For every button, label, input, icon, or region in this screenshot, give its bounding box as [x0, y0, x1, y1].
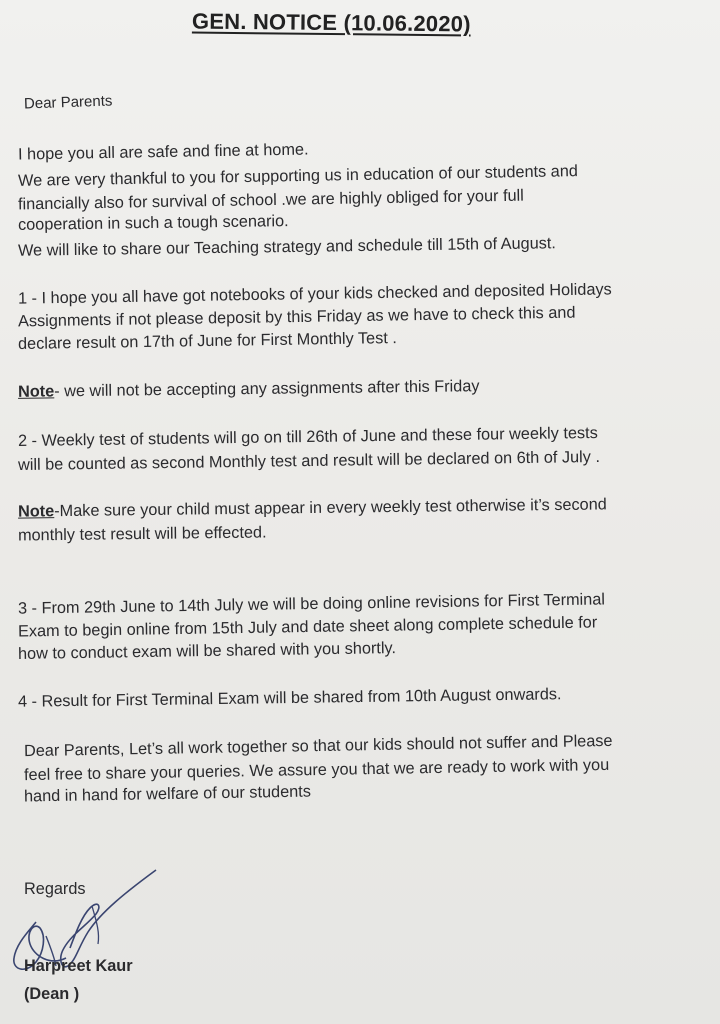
item-1-line: Assignments if not please deposit by this Friday as we have to check this and	[17, 303, 576, 331]
intro-line: financially also for survival of school .we are highly obliged for your full	[17, 186, 524, 214]
note-2	[18, 495, 607, 521]
note-2-line: monthly test result will be effected.	[17, 523, 267, 545]
item-1-line: 1 - I hope you all have got notebooks of your kids checked and deposited Holidays	[17, 280, 612, 308]
item-3-line: 3 - From 29th June to 14th July we will be doing online revisions for First Terminal	[17, 590, 606, 618]
note-text: -Make sure your child must appear in every weekly test otherwise it’s second	[54, 495, 607, 521]
intro-line: I hope you all are safe and fine at home.	[17, 140, 309, 164]
intro-line: We will like to share our Teaching strategy and schedule till 15th of August.	[17, 234, 556, 260]
salutation: Dear Parents	[23, 92, 113, 113]
item-1-line: declare result on 17th of June for First Monthly Test .	[17, 329, 397, 353]
intro-line: We are very thankful to you for supporting us in education of our students and	[17, 162, 579, 190]
item-3-line: Exam to begin online from 15th July and date sheet along complete schedule for	[17, 613, 598, 641]
note-label: Note	[17, 502, 55, 521]
notice-title: GEN. NOTICE (10.06.2020)	[191, 8, 471, 37]
item-2-line: will be counted as second Monthly test and result will be declared on 6th of July .	[17, 447, 601, 475]
note-text: - we will not be accepting any assignments after this Friday	[54, 377, 480, 401]
closing-line: feel free to share your queries. We assure you that we are ready to work with you	[23, 755, 610, 785]
item-4: 4 - Result for First Terminal Exam will be shared from 10th August onwards.	[17, 685, 562, 711]
item-2-line: 2 - Weekly test of students will go on till 26th of June and these four weekly tests	[17, 423, 598, 451]
intro-line: cooperation in such a tough scenario.	[17, 212, 289, 234]
note-1	[18, 377, 480, 402]
note-label: Note	[17, 382, 55, 401]
closing-line: Dear Parents, Let’s all work together so that our kids should not suffer and Please	[23, 731, 613, 761]
closing-line: hand in hand for welfare of our students	[23, 782, 312, 806]
regards: Regards	[24, 880, 86, 898]
signatory-role: (Dean )	[24, 985, 80, 1003]
item-3-line: how to conduct exam will be shared with you shortly.	[17, 639, 397, 663]
signatory-name: Harpreet Kaur	[24, 957, 133, 975]
